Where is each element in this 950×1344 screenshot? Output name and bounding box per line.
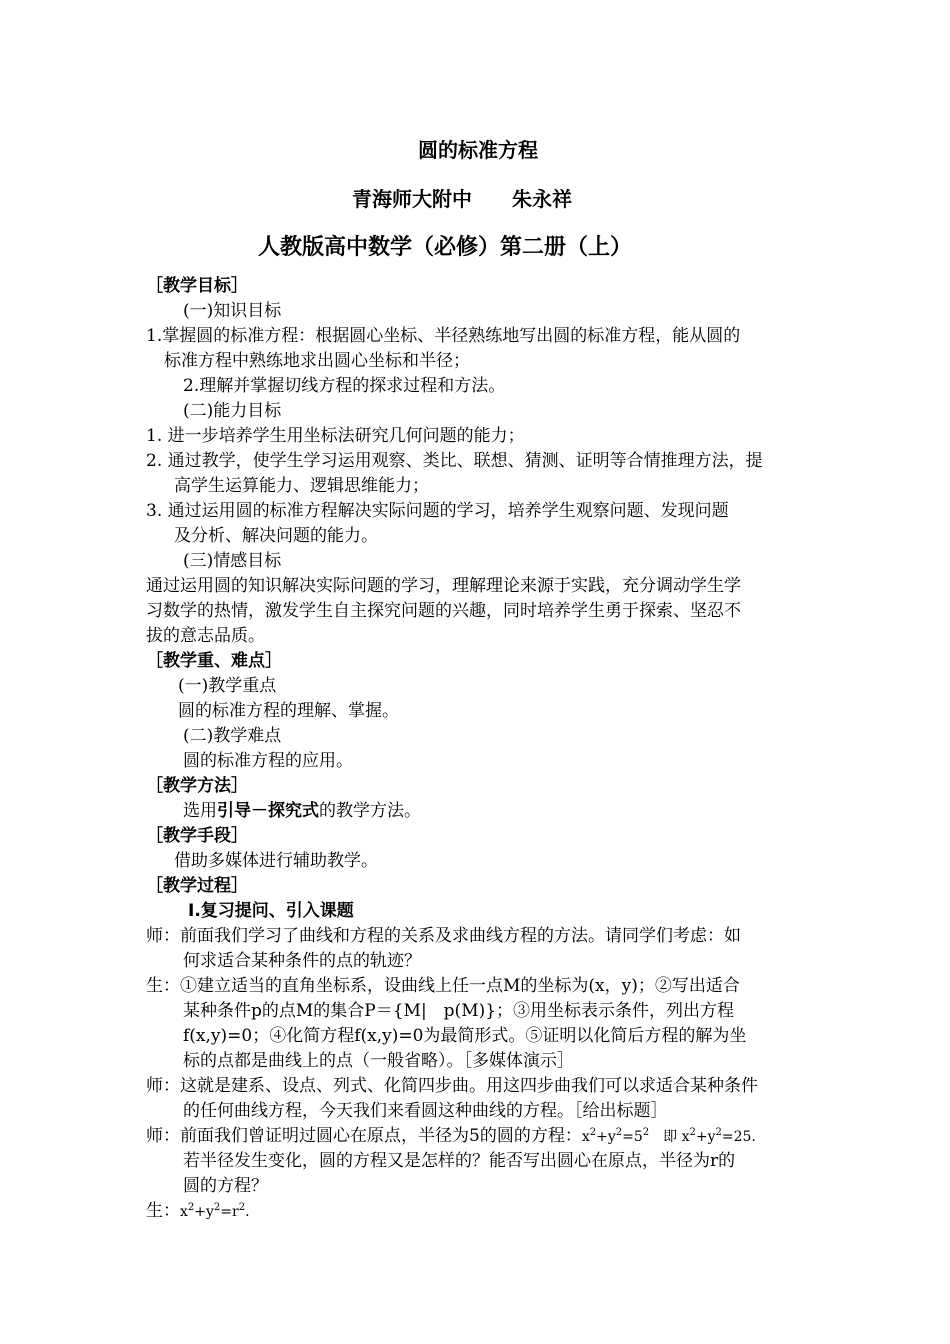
method-text-bold: 引导－探究式 (217, 801, 319, 821)
teacher-line-3-text: 师：前面我们曾证明过圆心在原点，半径为5的圆的方程： (146, 1126, 582, 1146)
teacher-line-1-cont: 何求适合某种条件的点的轨迹？ (183, 951, 421, 971)
author-line: 青海师大附中 朱永祥 (352, 187, 572, 211)
student-line-1-cont-1: 某种条件p的点M的集合P＝{M| p(M)}；③用坐标表示条件，列出方程 (183, 1001, 735, 1021)
ability-item-2-cont: 高学生运算能力、逻辑思维能力； (174, 476, 429, 496)
student-line-1-cont-3: 标的点都是曲线上的点（一般省略）。［多媒体演示］ (183, 1051, 574, 1071)
emotion-text-1: 通过运用圆的知识解决实际问题的学习，理解理论来源于实践，充分调动学生学 (146, 576, 741, 596)
subsection-emotion: (三)情感目标 (183, 551, 282, 571)
equation-r: $x^2+y^2=r^2$. (180, 1202, 250, 1220)
ability-item-1: 1. 进一步培养学生用坐标法研究几何问题的能力； (146, 426, 525, 446)
teacher-line-3-cont-2: 圆的方程？ (183, 1176, 268, 1196)
section-means: ［教学手段］ (146, 826, 248, 846)
subsection-key: (一)教学重点 (178, 676, 277, 696)
subsection-ability: (二)能力目标 (183, 401, 282, 421)
student-line-2 (146, 1200, 250, 1223)
section-method: ［教学方法］ (146, 776, 248, 796)
key-text: 圆的标准方程的理解、掌握。 (178, 701, 399, 721)
subsection-knowledge: (一)知识目标 (183, 301, 282, 321)
process-part-1: Ⅰ.复习提问、引入课题 (188, 901, 354, 921)
ability-item-3: 3. 通过运用圆的标准方程解决实际问题的学习，培养学生观察问题、发现问题 (146, 501, 729, 521)
section-objectives: ［教学目标］ (146, 276, 248, 296)
ability-item-2: 2. 通过教学，使学生学习运用观察、类比、联想、猜测、证明等合情推理方法，提 (146, 451, 763, 471)
teacher-line-1: 师：前面我们学习了曲线和方程的关系及求曲线方程的方法。请同学们考虑：如 (146, 926, 741, 946)
teacher-line-3 (146, 1125, 756, 1148)
teacher-line-3-cont-1: 若半径发生变化，圆的方程又是怎样的？能否写出圆心在原点，半径为r的 (183, 1151, 736, 1171)
subsection-difficulty: (二)教学难点 (183, 726, 282, 746)
method-text-post: 的教学方法。 (319, 801, 421, 821)
difficulty-text: 圆的标准方程的应用。 (183, 751, 353, 771)
student-line-2-prefix: 生： (146, 1201, 180, 1221)
teacher-line-2: 师：这就是建系、设点、列式、化简四步曲。用这四步曲我们可以求适合某种条件 (146, 1076, 758, 1096)
teacher-line-2-cont: 的任何曲线方程，今天我们来看圆这种曲线的方程。［给出标题］ (183, 1101, 668, 1121)
student-line-1: 生：①建立适当的直角坐标系，设曲线上任一点M的坐标为(x，y)；②写出适合 (146, 976, 740, 996)
knowledge-item-1-cont: 标准方程中熟练地求出圆心坐标和半径； (164, 351, 470, 371)
emotion-text-2: 习数学的热情，激发学生自主探究问题的兴趣，同时培养学生勇于探索、坚忍不 (146, 601, 741, 621)
emotion-text-3: 拔的意志品质。 (146, 626, 265, 646)
method-text (183, 800, 421, 822)
section-process: ［教学过程］ (146, 876, 248, 896)
equation-r5: $x^2+y^2=5^2$ 即 $x^2+y^2=25$. (581, 1127, 756, 1145)
document-title: 圆的标准方程 (418, 138, 538, 162)
means-text: 借助多媒体进行辅助教学。 (174, 851, 378, 871)
ability-item-3-cont: 及分析、解决问题的能力。 (174, 526, 378, 546)
student-line-1-cont-2: f(x,y)=0；④化简方程f(x,y)=0为最简形式。⑤证明以化简后方程的解为坐 (183, 1026, 747, 1046)
method-text-pre: 选用 (183, 801, 217, 821)
knowledge-item-2: 2.理解并掌握切线方程的探求过程和方法。 (183, 376, 506, 396)
knowledge-item-1: 1.掌握圆的标准方程：根据圆心坐标、半径熟练地写出圆的标准方程，能从圆的 (146, 326, 741, 346)
textbook-line: 人教版高中数学（必修）第二册（上） (258, 235, 633, 260)
section-keypoints: ［教学重、难点］ (146, 651, 282, 671)
